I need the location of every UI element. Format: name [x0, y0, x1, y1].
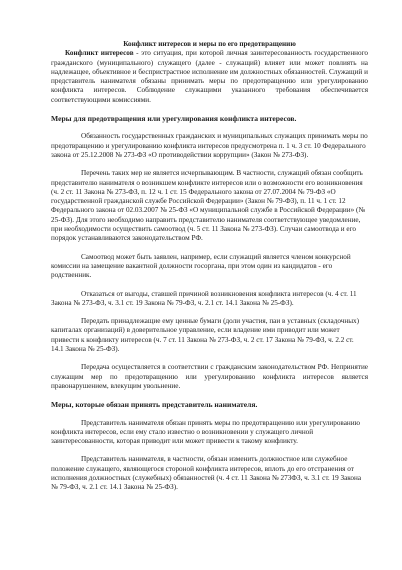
section-heading-employee-measures: Меры для предотвращения или урегулирования конфликта интересов.	[51, 114, 297, 124]
section-heading-employer-measures: Меры, которые обязан принять представитель нанимателя.	[51, 400, 258, 410]
section2-paragraph: Представитель нанимателя обязан принять меры по предотвращению или урегулированию конфликта интересов, если ему стало известно о возникновении у служащего личной заинтересованности, которая приводит или может привести к такому конфликту.	[51, 418, 360, 446]
intro-paragraph	[51, 49, 368, 105]
section1-paragraph: Самоотвод может быть заявлен, например, если служащий является членом конкурсной комиссии на замещение вакантной должности госоргана, при этом один из кандидатов - его родственник.	[51, 252, 351, 280]
section1-paragraph: Обязанность государственных гражданских и муниципальных служащих принимать меры по предотвращению и урегулированию конфликта интересов предусмотрена п. 1 ч. 3 ст. 10 Федерального закона от 25.12.2008 № 273-ФЗ «О противодействии коррупции» (Закон № 273-ФЗ).	[51, 132, 368, 159]
intro-text: - это ситуация, при которой личная заинтересованность государственного гражданского (муниципального) служащего (далее - служащий) влияет или может повлиять на надлежащее, объективное и беспристрастное исполнение им должностных обязанностей. Служащий и представитель нанимателя обязаны принимать меры по предотвращению или урегулированию конфликта интересов. Соблюдение служащими указанного требования обеспечивается соответствующими комиссиями.	[51, 49, 368, 104]
section1-paragraph: Отказаться от выгоды, ставшей причиной возникновения конфликта интересов (ч. 4 ст. 11 Закона № 273-ФЗ, ч. 3.1 ст. 19 Закона № 79-ФЗ, ч. 2.1 ст. 14.1 Закона № 25-ФЗ).	[51, 289, 357, 307]
section1-paragraph: Передача осуществляется в соответствии с гражданским законодательством РФ. Непринятие служащим мер по предотвращению или урегулированию конфликта интересов является правонарушением, влекущим увольнение.	[51, 363, 368, 390]
document-title: Конфликт интересов и меры по его предотвращению	[123, 40, 296, 48]
section1-paragraph: Перечень таких мер не является исчерпывающим. В частности, служащий обязан сообщить представителю нанимателя о возникшем конфликте интересов или о возможности его возникновения (ч. 2 ст. 11 Закона № 273-ФЗ, п. 12 ч. 1 ст. 15 Федерального закона от 27.07.2004 № 79-ФЗ «О государственной гражданской службе Российской Федерации» (Закон № 79-ФЗ), п. 11 ч. 1 ст. 12 Федерального закона от 02.03.2007 № 25-ФЗ «О муниципальной службе в Российской Федерации» (№ 25-ФЗ). Для этого необходимо направить представителю нанимателя соответствующее уведомление, при необходимости осуществить самоотвод (ч. 5 ст. 11 Закона № 273-ФЗ). Случаи самоотвода и его порядок устанавливаются законодательством РФ.	[51, 169, 366, 243]
section2-paragraph: Представитель нанимателя, в частности, обязан изменить должностное или служебное положение служащего, являющегося стороной конфликта интересов, вплоть до его отстранения от исполнения должностных (служебных) обязанностей (ч. 4 ст. 11 Закона № 273ФЗ, ч. 3.1 ст. 19 Закона № 79-ФЗ, ч. 2.1 ст. 14.1 Закона № 25-ФЗ).	[51, 455, 362, 492]
section1-paragraph: Передать принадлежащие ему ценные бумаги (доли участия, паи в уставных (складочных) капиталах организаций) в доверительное управление, если владение ими приводит или может привести к конфликту интересов (ч. 7 ст. 11 Закона № 273-ФЗ, ч. 2 ст. 17 Закона № 79-ФЗ, ч. 2.2 ст. 14.1 Закона № 25-ФЗ).	[51, 317, 360, 354]
intro-term: Конфликт интересов	[65, 49, 134, 58]
